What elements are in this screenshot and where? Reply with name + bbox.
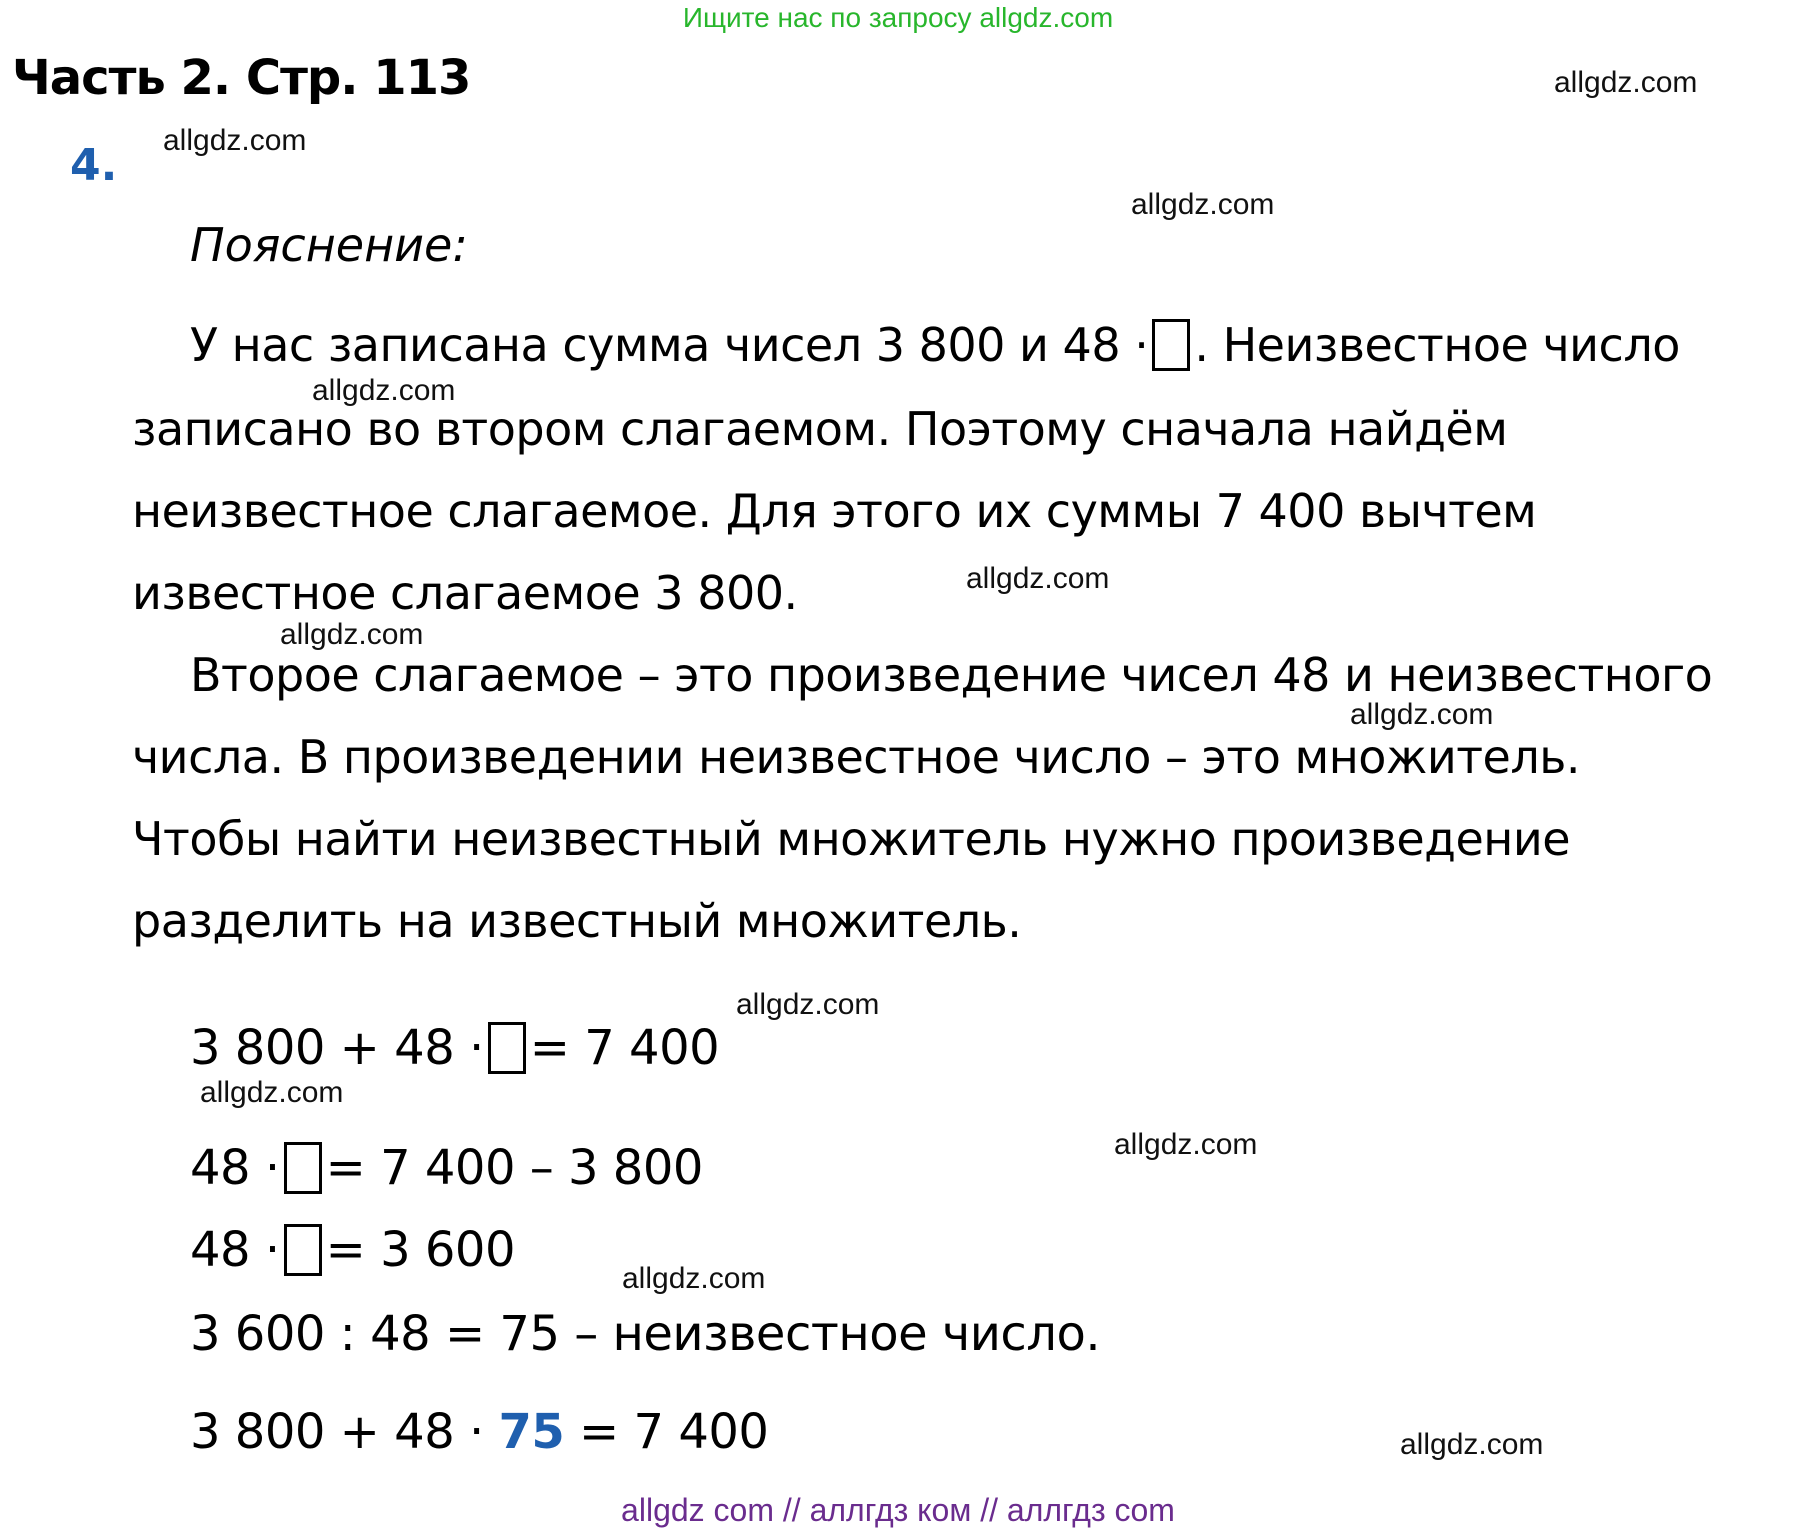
equation-1-right: = 7 400	[529, 1020, 720, 1076]
task-number: 4.	[70, 140, 118, 191]
check-equation	[190, 1404, 768, 1460]
paragraph1-line4: известное слагаемое 3 800.	[132, 566, 798, 620]
watermark: allgdz.com	[163, 124, 307, 157]
paragraph2-line2: числа. В произведении неизвестное число – это множитель.	[132, 730, 1580, 784]
watermark: allgdz.com	[280, 618, 424, 651]
watermark: allgdz.com	[622, 1262, 766, 1295]
paragraph2-line3: Чтобы найти неизвестный множитель нужно произведение	[132, 812, 1571, 866]
paragraph1-line1	[190, 318, 1680, 372]
equation-1	[190, 1020, 719, 1076]
page-title: Часть 2. Стр. 113	[12, 50, 471, 106]
equation-3-left: 48 ·	[190, 1222, 280, 1278]
watermark: allgdz.com	[1350, 698, 1494, 731]
equation-2-left: 48 ·	[190, 1140, 280, 1196]
watermark: allgdz.com	[1131, 188, 1275, 221]
watermark: allgdz.com	[200, 1076, 344, 1109]
watermark: allgdz.com	[1554, 66, 1698, 99]
unknown-number-box	[284, 1142, 322, 1194]
equation-2-right: = 7 400 – 3 800	[325, 1140, 703, 1196]
check-equation-right: = 7 400	[564, 1404, 769, 1460]
equation-2	[190, 1140, 703, 1196]
top-banner: Ищите нас по запросу allgdz.com	[682, 2, 1114, 33]
watermark: allgdz.com	[1114, 1128, 1258, 1161]
answer-value: 75	[498, 1404, 565, 1460]
equation-1-left: 3 800 + 48 ·	[190, 1020, 484, 1076]
paragraph1-line1-tail: . Неизвестное число	[1194, 318, 1680, 372]
watermark: allgdz.com	[312, 374, 456, 407]
paragraph2-line4: разделить на известный множитель.	[132, 894, 1022, 948]
watermark: allgdz.com	[736, 988, 880, 1021]
unknown-number-box	[1152, 319, 1190, 371]
paragraph2-line1: Второе слагаемое – это произведение чисел 48 и неизвестного	[190, 648, 1713, 702]
watermark: allgdz.com	[1400, 1428, 1544, 1461]
footer-watermark: allgdz com // аллгдз ком // аллгдз com	[621, 1492, 1175, 1528]
equation-3	[190, 1222, 515, 1278]
unknown-number-box	[488, 1022, 526, 1074]
equation-3-right: = 3 600	[325, 1222, 515, 1278]
equation-4: 3 600 : 48 = 75 – неизвестное число.	[190, 1306, 1101, 1362]
unknown-number-box	[284, 1224, 322, 1276]
paragraph1-line1-text: У нас записана сумма чисел 3 800 и 48 ·	[190, 318, 1149, 372]
explanation-heading: Пояснение:	[190, 218, 468, 272]
paragraph1-line3: неизвестное слагаемое. Для этого их суммы 7 400 вычтем	[132, 484, 1537, 538]
paragraph1-line2: записано во втором слагаемом. Поэтому сначала найдём	[132, 402, 1508, 456]
watermark: allgdz.com	[966, 562, 1110, 595]
check-equation-left: 3 800 + 48 ·	[190, 1404, 499, 1460]
